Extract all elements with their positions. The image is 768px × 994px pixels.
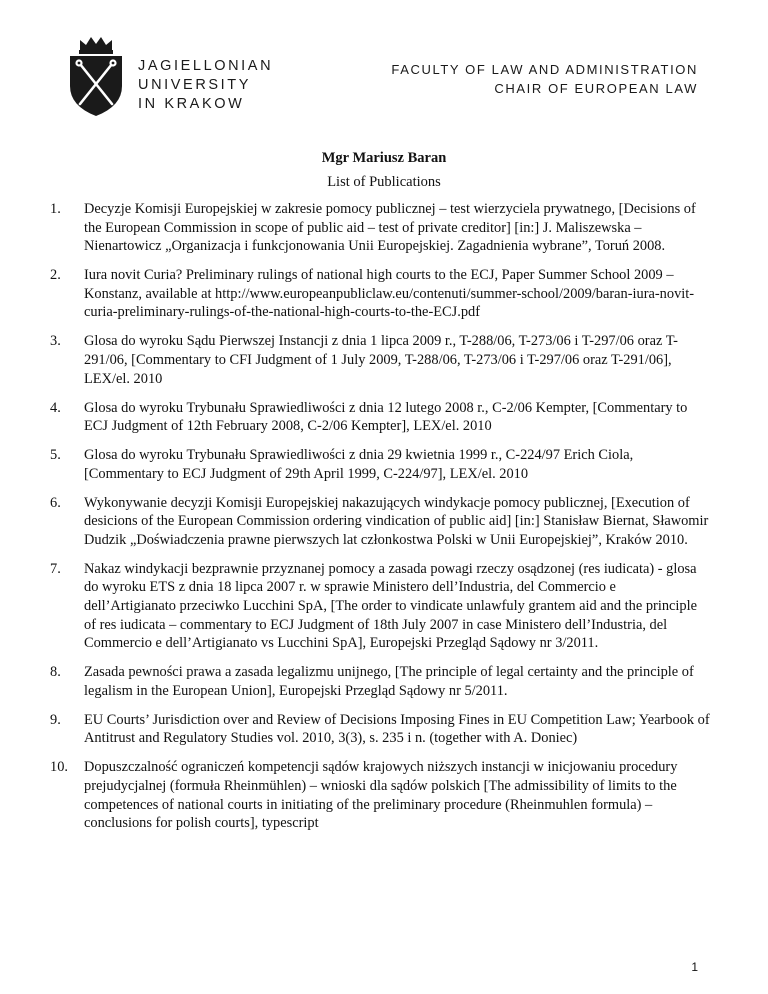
publication-text: Decyzje Komisji Europejskiej w zakresie pomocy publicznej – test wierzyciela prywatnego, [Decisions of the European Commission in scope of public aid – test of private creditor] [in:] J. Maliszewska – Nienartowicz „Organizacja i funkcjonowania Unii Europejskiej. Zagadnienia wybrane”, Toruń 2008.	[84, 201, 696, 255]
publication-item	[50, 266, 710, 322]
publication-text: Dopuszczalność ograniczeń kompetencji sądów krajowych niższych instancji w inicjowaniu procedury prejudycjalnej (formuła Rheinmühlen) – wnioski dla sądów polskich [The admissibility of limits to the competences of national courts in initiating of the preliminary procedure (Rheinmuhlen formula) – conclusions for polish courts], typescript	[84, 759, 678, 832]
publication-item	[50, 560, 710, 653]
publication-number: 8.	[50, 664, 61, 681]
document-subtitle: List of Publications	[327, 174, 441, 190]
publication-number: 2.	[50, 267, 61, 284]
publication-number: 7.	[50, 560, 61, 577]
publication-text: Nakaz windykacji bezprawnie przyznanej pomocy a zasada powagi rzeczy osądzonej (res iudicata) - glosa do wyroku ETS z dnia 18 lipca 2007 r. w sprawie Ministero dell’Industria, del Commercio e dell’Artigianato przeciwko Lucchini SpA, [The order to vindicate unlawfuly grantem aid and the principle of res iudicata – commentary to ECJ Judgment of 18th July 2007 in case Ministero dell’Industria, del Commercio e dell’Artigianato vs Lucchini SpA], Europejski Przegląd Sądowy nr 3/2011.	[84, 560, 697, 652]
publication-item	[50, 711, 710, 748]
university-line-3: IN KRAKOW	[138, 96, 245, 112]
publication-text: Glosa do wyroku Sądu Pierwszej Instancji z dnia 1 lipca 2009 r., T-288/06, T-273/06 i T-297/06 oraz T-291/06, [Commentary to CFI Judgment of 1 July 2009, T-288/06, T-273/06 i T-297/06 oraz T-291/06], LEX/el. 2010	[84, 333, 678, 387]
publication-number: 1.	[50, 201, 61, 217]
publication-item	[50, 494, 710, 550]
university-name	[138, 57, 273, 114]
university-line-2: UNIVERSITY	[138, 77, 252, 93]
publication-number: 6.	[50, 494, 61, 511]
publication-item	[50, 332, 710, 388]
publication-item	[50, 200, 710, 256]
publication-text: Iura novit Curia? Preliminary rulings of national high courts to the ECJ, Paper Summer School 2009 – Konstanz, available at http://www.europeanpubliclaw.eu/contenuti/summer-school/2009/baran-iura-novit-curia-preliminary-rulings-of-the-national-high-courts-to-the-ECJ.pdf	[84, 267, 695, 321]
publication-item	[50, 758, 710, 832]
publication-number: 3.	[50, 333, 61, 350]
publication-item	[50, 399, 710, 436]
publication-item	[50, 446, 710, 483]
publication-text: Zasada pewności prawa a zasada legalizmu unijnego, [The principle of legal certainty and the principle of legalism in the European Union], Europejski Przegląd Sądowy nr 5/2011.	[84, 664, 694, 699]
publication-number: 10.	[50, 759, 68, 776]
faculty-line-2: CHAIR OF EUROPEAN LAW	[494, 81, 698, 96]
publication-number: 9.	[50, 711, 61, 728]
page-number: 1	[691, 960, 698, 974]
publication-text: Glosa do wyroku Trybunału Sprawiedliwości z dnia 29 kwietnia 1999 r., C-224/97 Erich Ciola, [Commentary to ECJ Judgment of 29th April 1999, C-224/97], LEX/el. 2010	[84, 447, 634, 482]
author-name: Mgr Mariusz Baran	[321, 150, 447, 166]
publication-item	[50, 663, 710, 700]
jagiellonian-crest-icon	[66, 34, 126, 118]
university-line-1: JAGIELLONIAN	[138, 58, 274, 74]
faculty-line-1: FACULTY OF LAW AND ADMINISTRATION	[391, 62, 698, 77]
publication-text: Glosa do wyroku Trybunału Sprawiedliwości z dnia 12 lutego 2008 r., C-2/06 Kempter, [Commentary to ECJ Judgment of 12th February 2008, C-2/06 Kempter], LEX/el. 2010	[84, 399, 688, 435]
publication-text: EU Courts’ Jurisdiction over and Review of Decisions Imposing Fines in EU Competition Law; Yearbook of Antitrust and Regulatory Studies vol. 2010, 3(3), s. 235 i n. (together with A. Doniec)	[84, 711, 710, 747]
publication-number: 5.	[50, 447, 61, 464]
publication-list	[50, 200, 710, 843]
publication-text: Wykonywanie decyzji Komisji Europejskiej nakazujących windykacje pomocy publicznej, [Execution of desicions of the European Commission ordering vindication of public aid] [in:] Stanisław Biernat, Sławomir Dudzik „Doświadczenia prawne pierwszych lat członkostwa Polski w Unii Europejskiej”, Kraków 2010.	[84, 494, 709, 548]
publication-number: 4.	[50, 399, 61, 416]
faculty-heading	[391, 60, 698, 98]
